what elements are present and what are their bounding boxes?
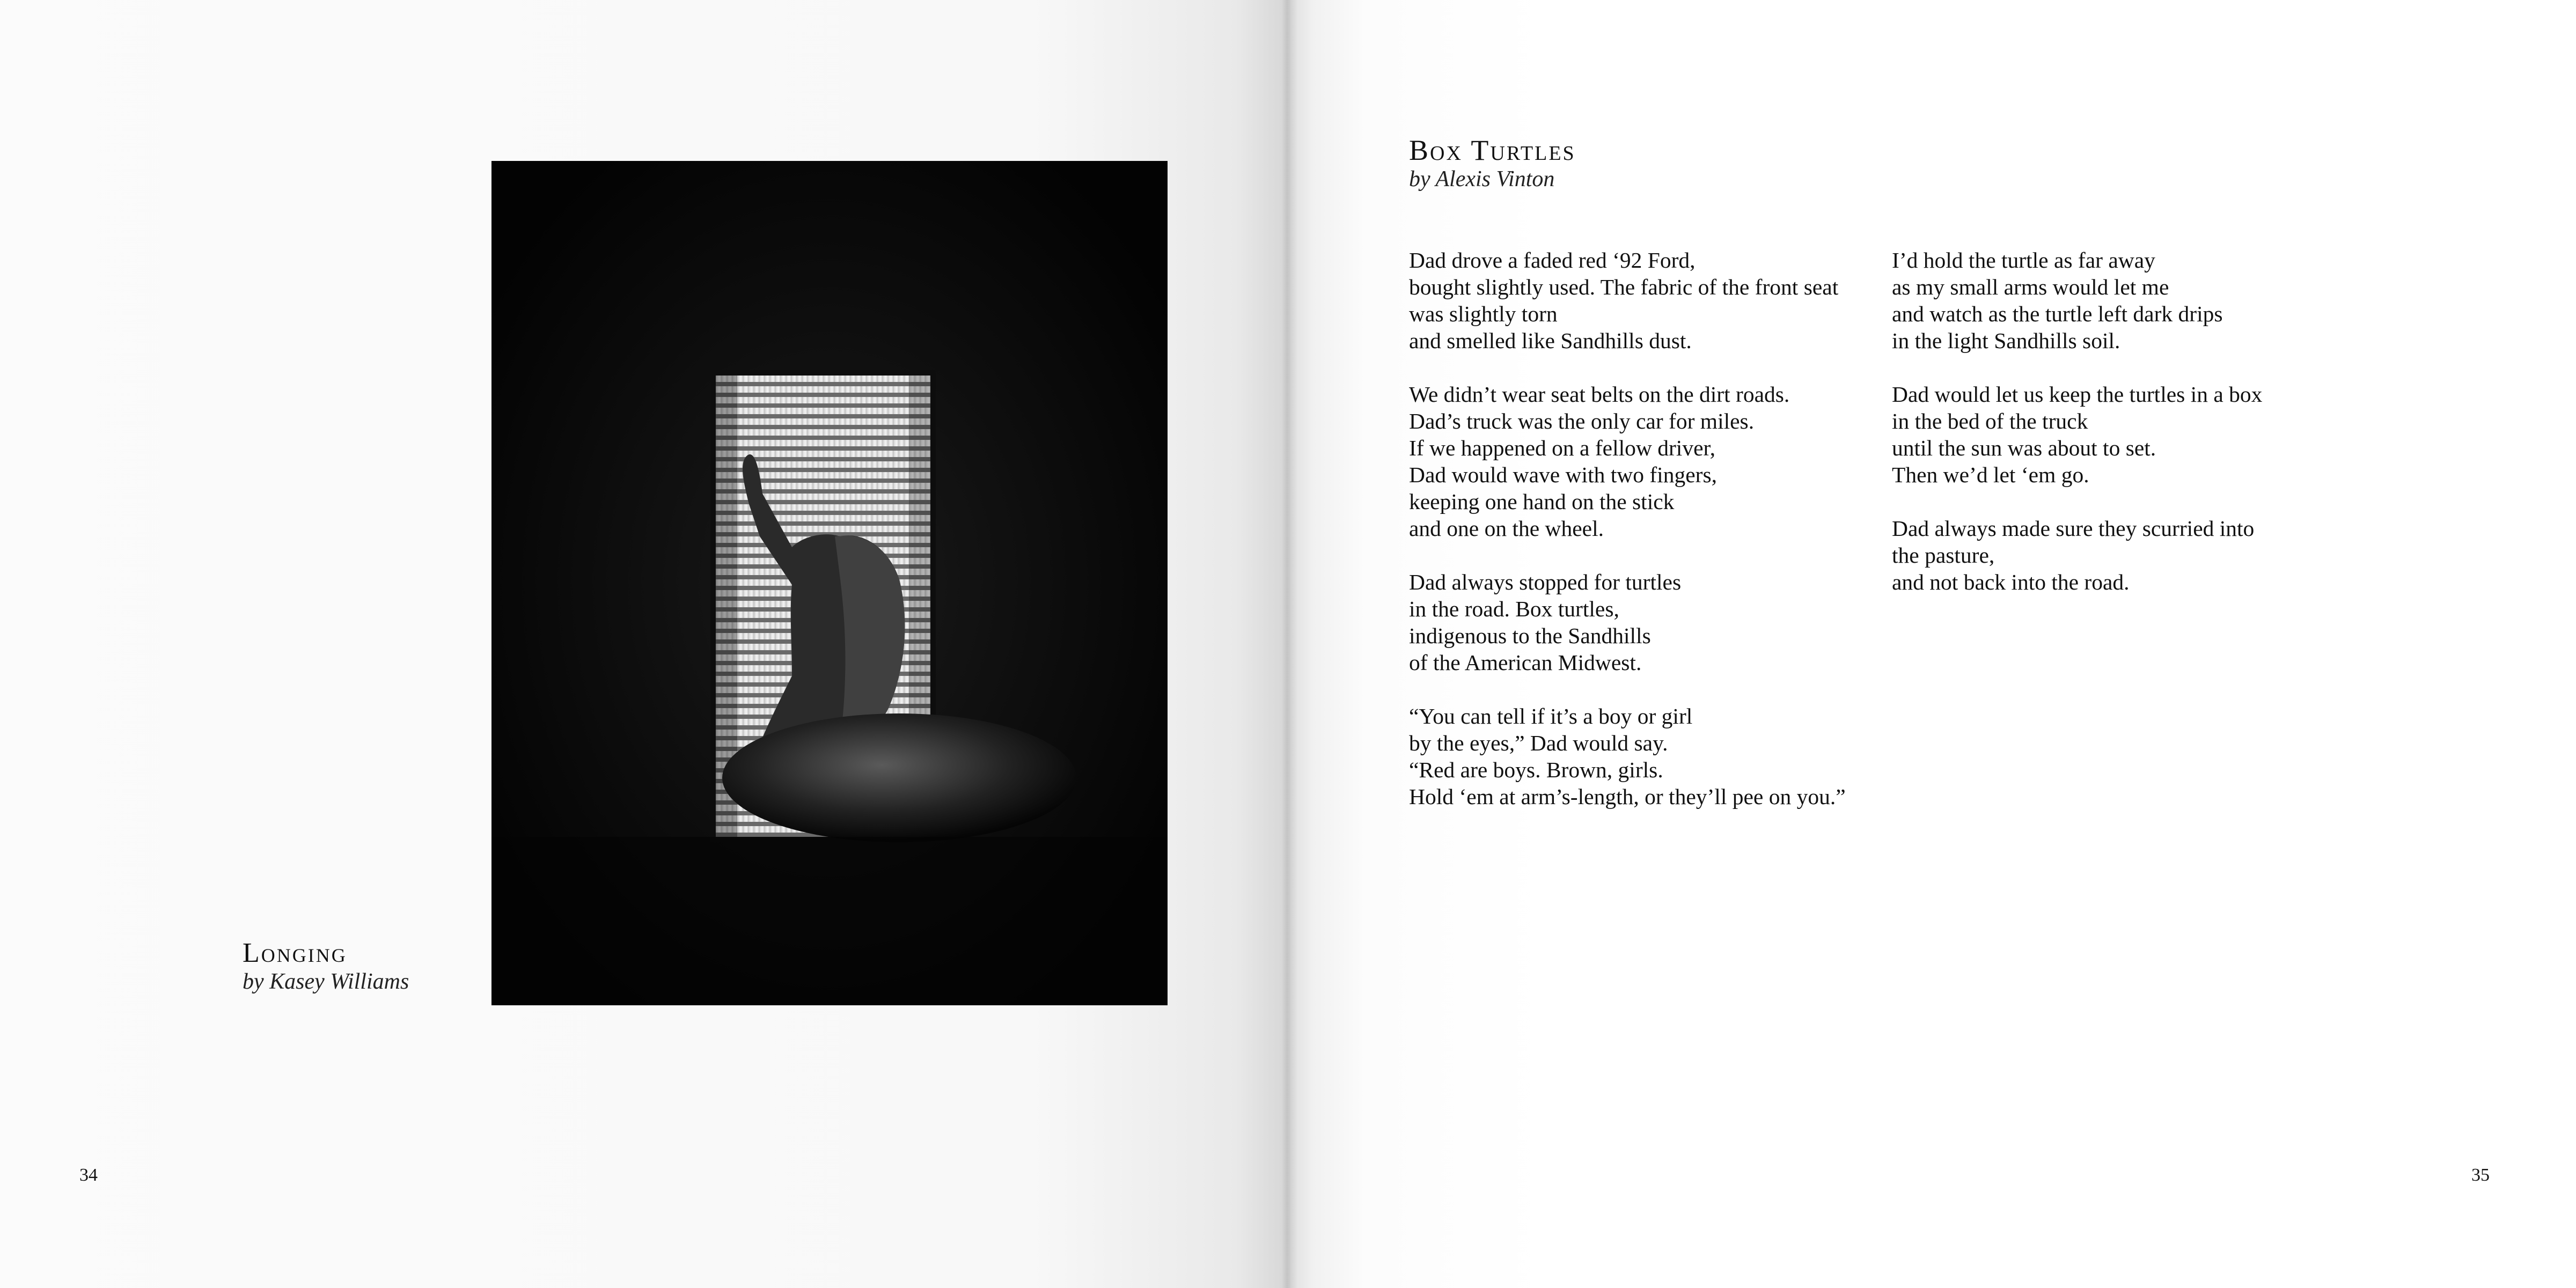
artwork-byline: by Kasey Williams xyxy=(243,969,409,994)
poem-line: “Red are boys. Brown, girls. xyxy=(1409,757,1663,782)
poem-line: indigenous to the Sandhills xyxy=(1409,623,1651,648)
poem-line: “You can tell if it’s a boy or girl xyxy=(1409,704,1693,728)
poem-title: Box Turtles xyxy=(1409,134,1576,166)
photograph-longing xyxy=(491,161,1168,1005)
poem-stanza xyxy=(1892,515,2364,595)
poem-line: Dad would let us keep the turtles in a box xyxy=(1892,382,2263,407)
poem-line: We didn’t wear seat belts on the dirt roads. xyxy=(1409,382,1790,407)
poem-line: If we happened on a fellow driver, xyxy=(1409,436,1716,460)
poem-line: of the American Midwest. xyxy=(1409,650,1642,675)
poem-column-1 xyxy=(1409,247,1881,837)
poem-line: as my small arms would let me xyxy=(1892,275,2169,299)
poem-stanza xyxy=(1892,247,2364,354)
poem-line: by the eyes,” Dad would say. xyxy=(1409,731,1668,755)
poem-line: and not back into the road. xyxy=(1892,570,2130,594)
poem-line: until the sun was about to set. xyxy=(1892,436,2156,460)
poem-line: and watch as the turtle left dark drips xyxy=(1892,301,2223,326)
poem-header xyxy=(1409,135,1892,193)
poem-column-2 xyxy=(1892,247,2364,622)
poem-line: I’d hold the turtle as far away xyxy=(1892,248,2155,273)
poem-line: Dad would wave with two fingers, xyxy=(1409,462,1717,487)
poem-line: Then we’d let ‘em go. xyxy=(1892,462,2089,487)
poem-line: Dad always stopped for turtles xyxy=(1409,570,1682,594)
poem-line: in the light Sandhills soil. xyxy=(1892,328,2120,353)
poem-line: was slightly torn xyxy=(1409,301,1558,326)
poem-line: in the bed of the truck xyxy=(1892,409,2088,433)
poem-line: and smelled like Sandhills dust. xyxy=(1409,328,1692,353)
poem-line: in the road. Box turtles, xyxy=(1409,597,1619,621)
poem-line: Dad’s truck was the only car for miles. xyxy=(1409,409,1755,433)
poem-stanza xyxy=(1892,381,2364,488)
poem-line: the pasture, xyxy=(1892,543,1995,568)
artwork-title: Longing xyxy=(243,938,347,968)
poem-byline: by Alexis Vinton xyxy=(1409,166,1555,192)
poem-stanza xyxy=(1409,569,1881,676)
poem-stanza xyxy=(1409,247,1881,354)
book-gutter xyxy=(1281,0,1297,1288)
poem-line: Hold ‘em at arm’s-length, or they’ll pee on you.” xyxy=(1409,784,1846,809)
poem-line: Dad drove a faded red ‘92 Ford, xyxy=(1409,248,1696,273)
poem-line: and one on the wheel. xyxy=(1409,516,1604,541)
poem-line: bought slightly used. The fabric of the front seat xyxy=(1409,275,1839,299)
poem-line: keeping one hand on the stick xyxy=(1409,489,1675,514)
page-number-right: 35 xyxy=(2471,1165,2490,1185)
photograph-image xyxy=(491,161,1168,1005)
poem-stanza xyxy=(1409,381,1881,542)
page-number-left: 34 xyxy=(79,1165,98,1185)
poem-line: Dad always made sure they scurried into xyxy=(1892,516,2255,541)
artwork-caption xyxy=(243,939,468,995)
poem-stanza xyxy=(1409,703,1881,810)
